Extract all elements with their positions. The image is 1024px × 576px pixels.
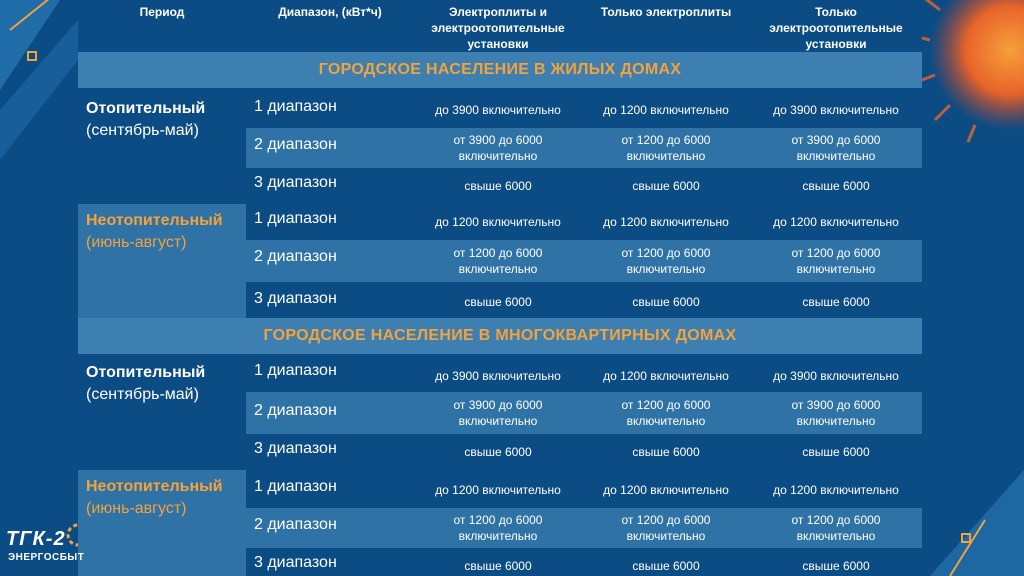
table-row (246, 508, 922, 548)
cell-col2: до 1200 включительно (603, 215, 729, 229)
period-label (86, 362, 205, 406)
cell-col2: от 1200 до 6000 включительно (621, 133, 711, 163)
group-non-heating (78, 204, 922, 318)
header-period: Период (139, 5, 185, 19)
cell-col1: до 1200 включительно (435, 215, 561, 229)
cell-col3: свыше 6000 (802, 295, 870, 309)
period-label (86, 476, 223, 520)
logo-main-text: ТГК-2 (6, 528, 66, 550)
cell-col2: до 1200 включительно (603, 103, 729, 117)
period-months: (сентябрь-май) (86, 386, 199, 403)
group-non-heating (78, 470, 922, 576)
header-col3: Только электроотопительные установки (769, 5, 903, 51)
cell-col1: от 1200 до 6000 включительно (453, 513, 543, 543)
cell-col2: от 1200 до 6000 включительно (621, 246, 711, 276)
header-col2: Только электроплиты (600, 5, 732, 19)
cell-col1: до 3900 включительно (435, 103, 561, 117)
table-row (246, 282, 922, 318)
cell-col3: от 3900 до 6000 включительно (791, 133, 881, 163)
range-label: 2 диапазон (254, 516, 337, 533)
table-row (246, 470, 922, 508)
range-label: 1 диапазон (254, 478, 337, 495)
section-title-houses: ГОРОДСКОЕ НАСЕЛЕНИЕ В ЖИЛЫХ ДОМАХ (78, 52, 922, 88)
table-row (246, 92, 922, 128)
period-name: Неотопительный (86, 478, 223, 495)
cell-col1: до 1200 включительно (435, 483, 561, 497)
period-name: Отопительный (86, 364, 206, 381)
cell-col1: от 3900 до 6000 включительно (453, 133, 543, 163)
range-label: 1 диапазон (254, 210, 337, 227)
header-range: Диапазон, (кВт*ч) (278, 5, 382, 19)
company-logo (6, 528, 90, 568)
range-label: 1 диапазон (254, 362, 337, 379)
table-row (246, 392, 922, 434)
table-row (246, 240, 922, 282)
group-heating (78, 92, 922, 204)
cell-col3: от 1200 до 6000 включительно (791, 246, 881, 276)
cell-col3: свыше 6000 (802, 179, 870, 193)
period-months: (июнь-август) (86, 234, 187, 251)
period-label (86, 98, 205, 142)
cell-col1: до 3900 включительно (435, 369, 561, 383)
table-row (246, 168, 922, 204)
cell-col3: до 3900 включительно (773, 103, 899, 117)
period-label (86, 210, 223, 254)
logo-sub-text: ЭНЕРГОСБЫТ (8, 552, 85, 563)
cell-col2: свыше 6000 (632, 445, 700, 459)
period-name: Неотопительный (86, 212, 223, 229)
cell-col1: свыше 6000 (464, 559, 532, 573)
header-col1: Электроплиты и электроотопительные установки (431, 5, 565, 51)
range-label: 2 диапазон (254, 402, 337, 419)
cell-col1: от 1200 до 6000 включительно (453, 246, 543, 276)
table-row (246, 548, 922, 576)
range-label: 3 диапазон (254, 554, 337, 571)
range-label: 3 диапазон (254, 174, 337, 191)
cell-col1: свыше 6000 (464, 295, 532, 309)
range-label: 2 диапазон (254, 136, 337, 153)
group-heating (78, 356, 922, 470)
cell-col3: до 3900 включительно (773, 369, 899, 383)
cell-col3: от 1200 до 6000 включительно (791, 513, 881, 543)
section-title-apartments: ГОРОДСКОЕ НАСЕЛЕНИЕ В МНОГОКВАРТИРНЫХ ДОМАХ (78, 318, 922, 354)
range-label: 3 диапазон (254, 440, 337, 457)
period-months: (сентябрь-май) (86, 122, 199, 139)
table-row (246, 434, 922, 470)
cell-col3: свыше 6000 (802, 445, 870, 459)
cell-col2: до 1200 включительно (603, 369, 729, 383)
table-row (246, 356, 922, 392)
table-row (246, 204, 922, 240)
cell-col2: от 1200 до 6000 включительно (621, 513, 711, 543)
period-name: Отопительный (86, 100, 206, 117)
range-label: 3 диапазон (254, 290, 337, 307)
period-months: (июнь-август) (86, 500, 187, 517)
cell-col2: до 1200 включительно (603, 483, 729, 497)
range-label: 2 диапазон (254, 248, 337, 265)
cell-col3: от 3900 до 6000 включительно (791, 398, 881, 428)
cell-col3: свыше 6000 (802, 559, 870, 573)
cell-col2: свыше 6000 (632, 179, 700, 193)
cell-col2: свыше 6000 (632, 559, 700, 573)
range-label: 1 диапазон (254, 98, 337, 115)
cell-col1: от 3900 до 6000 включительно (453, 398, 543, 428)
cell-col1: свыше 6000 (464, 445, 532, 459)
cell-col1: свыше 6000 (464, 179, 532, 193)
table-row (246, 128, 922, 168)
cell-col3: до 1200 включительно (773, 483, 899, 497)
cell-col2: от 1200 до 6000 включительно (621, 398, 711, 428)
table-header (78, 0, 922, 52)
cell-col3: до 1200 включительно (773, 215, 899, 229)
cell-col2: свыше 6000 (632, 295, 700, 309)
